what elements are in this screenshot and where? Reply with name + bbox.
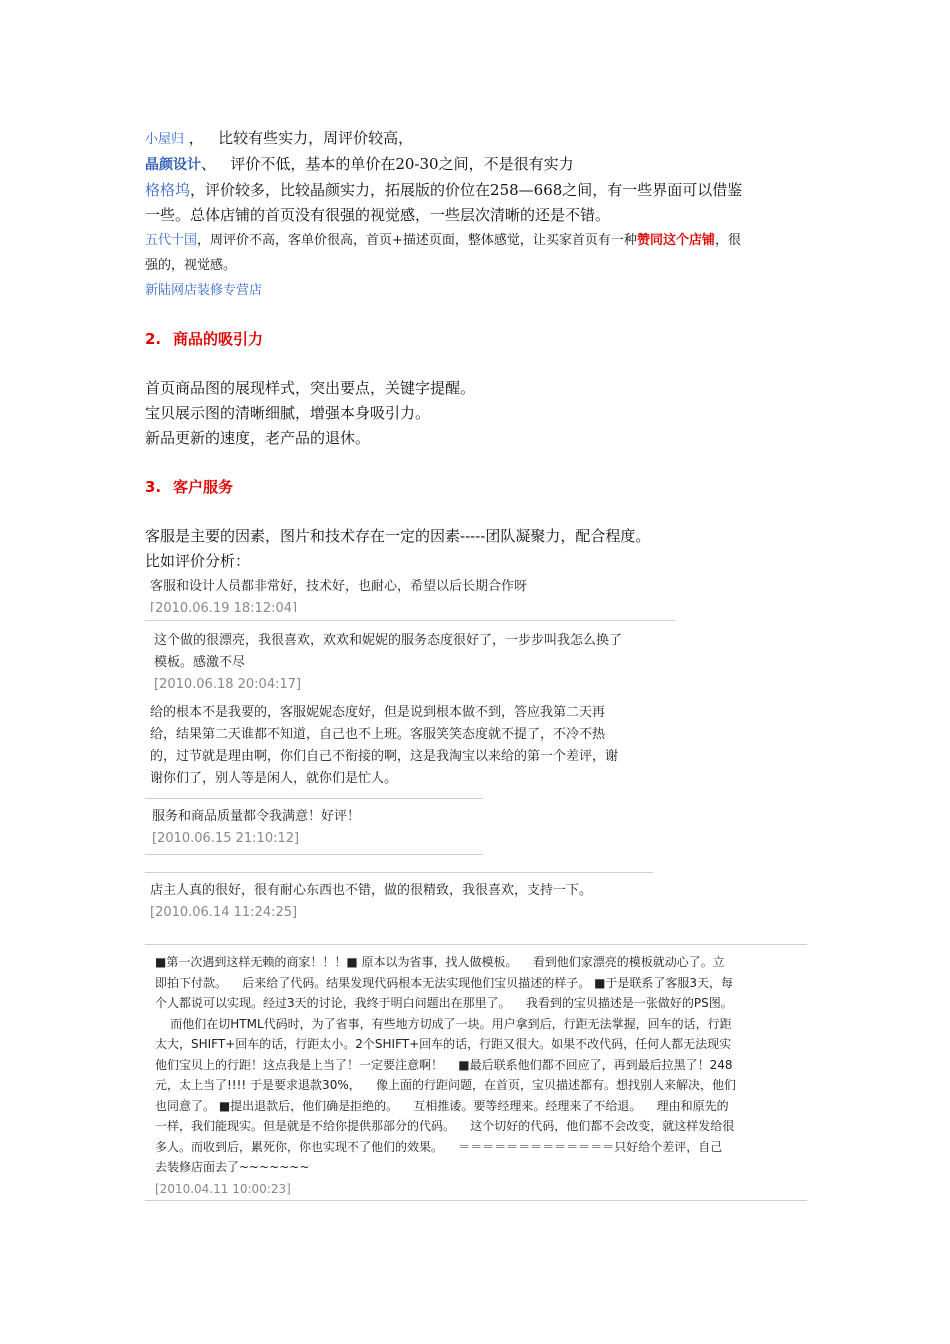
section-heading-2 bbox=[145, 327, 810, 352]
review-item bbox=[150, 880, 592, 924]
review-text: 太大，SHIFT+回车的话，行距太小。2个SHIFT+回车的话，行距又很大。如果不改代码，任何人都无法现实 bbox=[155, 1037, 732, 1051]
review-timestamp: [2010.06.18 20:04:17] bbox=[154, 677, 302, 692]
shop-name-link[interactable]: 格格坞 bbox=[145, 181, 191, 199]
review-text: 的，过节就是理由啊，你们自己不衔接的啊，这是我淘宝以来给的第一个差评，谢 bbox=[150, 749, 619, 764]
divider bbox=[145, 872, 653, 873]
shop-line-4 bbox=[145, 228, 810, 253]
shop-line-3-cont: 一些。总体店铺的首页没有很强的视觉感，一些层次清晰的还是不错。 bbox=[145, 206, 611, 224]
shop-line-2 bbox=[145, 152, 810, 178]
review-text: 给的根本不是我要的，客服妮妮态度好，但是说到根本做不到，答应我第二天再 bbox=[150, 705, 606, 720]
paragraph-line: 首页商品图的展现样式，突出要点，关键字提醒。 bbox=[145, 379, 476, 397]
review-text: 这个做的很漂亮，我很喜欢，欢欢和妮妮的服务态度很好了，一步步叫我怎么换了 bbox=[154, 633, 623, 648]
shop-analysis bbox=[145, 126, 810, 303]
separator: ， bbox=[190, 181, 206, 199]
review-text: 即拍下付款。 后来给了代码。结果发现代码根本无法实现他们宝贝描述的样子。 ■于是联系了客服3天，每 bbox=[155, 975, 734, 990]
shop-comment: 评价较多，比较晶颜实力，拓展版的价位在258—668之间，有一些界面可以借鉴 bbox=[205, 181, 743, 199]
divider bbox=[145, 620, 675, 621]
paragraph-line: 宝贝展示图的清晰细腻，增强本身吸引力。 bbox=[145, 404, 431, 422]
review-text: 谢你们了，别人等是闲人，就你们是忙人。 bbox=[150, 771, 398, 786]
review-item bbox=[155, 952, 736, 1200]
review-text: 多人。而收到后，累死你，你也实现不了他们的效果。 ＝＝＝＝＝＝＝＝＝＝＝＝＝只好给个差评，自己 bbox=[155, 1139, 723, 1154]
shop-comment: 比较有些实力，周评价较高， bbox=[218, 129, 414, 147]
review-text: 模板。感激不尽 bbox=[154, 655, 246, 670]
divider bbox=[145, 1200, 807, 1201]
shop-comment: 周评价不高，客单价很高，首页+描述页面，整体感觉，让买家首页有一种 bbox=[210, 233, 637, 248]
shop-comment: 评价不低，基本的单价在20-30之间，不是很有实力 bbox=[230, 155, 574, 173]
review-text: 他们宝贝上的行距！这点我是上当了！一定要注意啊！ ■最后联系他们都不回应了，再到最后拉黑了！248 bbox=[155, 1057, 733, 1072]
shop-name-link[interactable]: 新陆网店装修专营店 bbox=[145, 283, 263, 298]
shop-line-4-cont: 强的，视觉感。 bbox=[145, 258, 237, 273]
review-item bbox=[150, 702, 618, 790]
highlight-text: 赞同这个店铺 bbox=[636, 233, 715, 248]
shop-comment-tail: ，很 bbox=[714, 233, 741, 248]
section-number: 2. bbox=[145, 330, 162, 348]
review-text: ■第一次遇到这样无赖的商家！！！■ 原本以为省事，找人做模板。 看到他们家漂亮的模板就动心了。立 bbox=[155, 955, 725, 969]
section-title: 商品的吸引力 bbox=[173, 330, 264, 348]
review-text: 服务和商品质量都令我满意！好评！ bbox=[152, 809, 361, 824]
section-number: 3. bbox=[145, 478, 162, 496]
review-text: 个人都说可以实现。经过3天的讨论，我终于明白问题出在那里了。 我看到的宝贝描述是一张做好的PS图。 bbox=[155, 996, 733, 1010]
section-title: 客户服务 bbox=[173, 478, 234, 496]
divider bbox=[145, 798, 483, 799]
review-text: 也同意了。 ■提出退款后，他们确是拒绝的。 互相推诿。要等经理来。经理来了不给退。 理由和原先的 bbox=[155, 1098, 729, 1113]
shop-name-link[interactable]: 晶颜设计 bbox=[145, 157, 201, 173]
shop-name-link[interactable]: 小屋归 bbox=[145, 132, 185, 147]
review-timestamp: [2010.06.15 21:10:12] bbox=[152, 831, 300, 846]
separator: 、 bbox=[201, 155, 217, 173]
shop-line-5 bbox=[145, 278, 810, 303]
separator: ， bbox=[197, 233, 211, 248]
review-timestamp: [2010.06.19 18:12:04] bbox=[150, 601, 298, 612]
review-item bbox=[154, 630, 622, 696]
shop-line-1 bbox=[145, 126, 810, 152]
review-text: 而他们在切HTML代码时，为了省事，有些地方切成了一块。用户拿到后，行距无法掌握，回车的话，行距 bbox=[155, 1016, 732, 1031]
review-text: 去装修店面去了~~~~~~~ bbox=[155, 1160, 310, 1174]
review-text: 元，太上当了!!!! 于是要求退款30%， 像上面的行距问题，在首页，宝贝描述都有。想找别人来解决，他们 bbox=[155, 1078, 736, 1092]
shop-line-3 bbox=[145, 178, 810, 203]
review-screenshots bbox=[145, 572, 810, 1212]
review-text: 客服和设计人员都非常好，技术好，也耐心，希望以后长期合作呀 bbox=[150, 579, 528, 594]
divider bbox=[145, 854, 483, 855]
paragraph-line: 客服是主要的因素，图片和技术存在一定的因素-----团队凝聚力，配合程度。 bbox=[145, 527, 651, 545]
review-item bbox=[152, 806, 360, 850]
review-timestamp: [2010.06.14 11:24:25] bbox=[150, 905, 298, 920]
document-page bbox=[145, 126, 810, 574]
review-text: 店主人真的很好，很有耐心东西也不错，做的很精致，我很喜欢，支持一下。 bbox=[150, 883, 593, 898]
review-timestamp: [2010.04.11 10:00:23] bbox=[155, 1181, 291, 1196]
paragraph-line: 比如评价分析： bbox=[145, 552, 251, 570]
section-heading-3 bbox=[145, 475, 810, 500]
paragraph-line: 新品更新的速度，老产品的退休。 bbox=[145, 429, 371, 447]
review-item bbox=[150, 576, 527, 612]
shop-name-link[interactable]: 五代十国 bbox=[145, 233, 198, 248]
review-text: 给，结果第二天谁都不知道，自己也不上班。客服笑笑态度就不提了，不冷不热 bbox=[150, 727, 606, 742]
separator: ， bbox=[188, 129, 204, 147]
divider bbox=[145, 944, 807, 945]
review-text: 一样，我们能现实。但是就是不给你提供那部分的代码。 这个切好的代码，他们都不会改变，就这样发给很 bbox=[155, 1119, 735, 1133]
